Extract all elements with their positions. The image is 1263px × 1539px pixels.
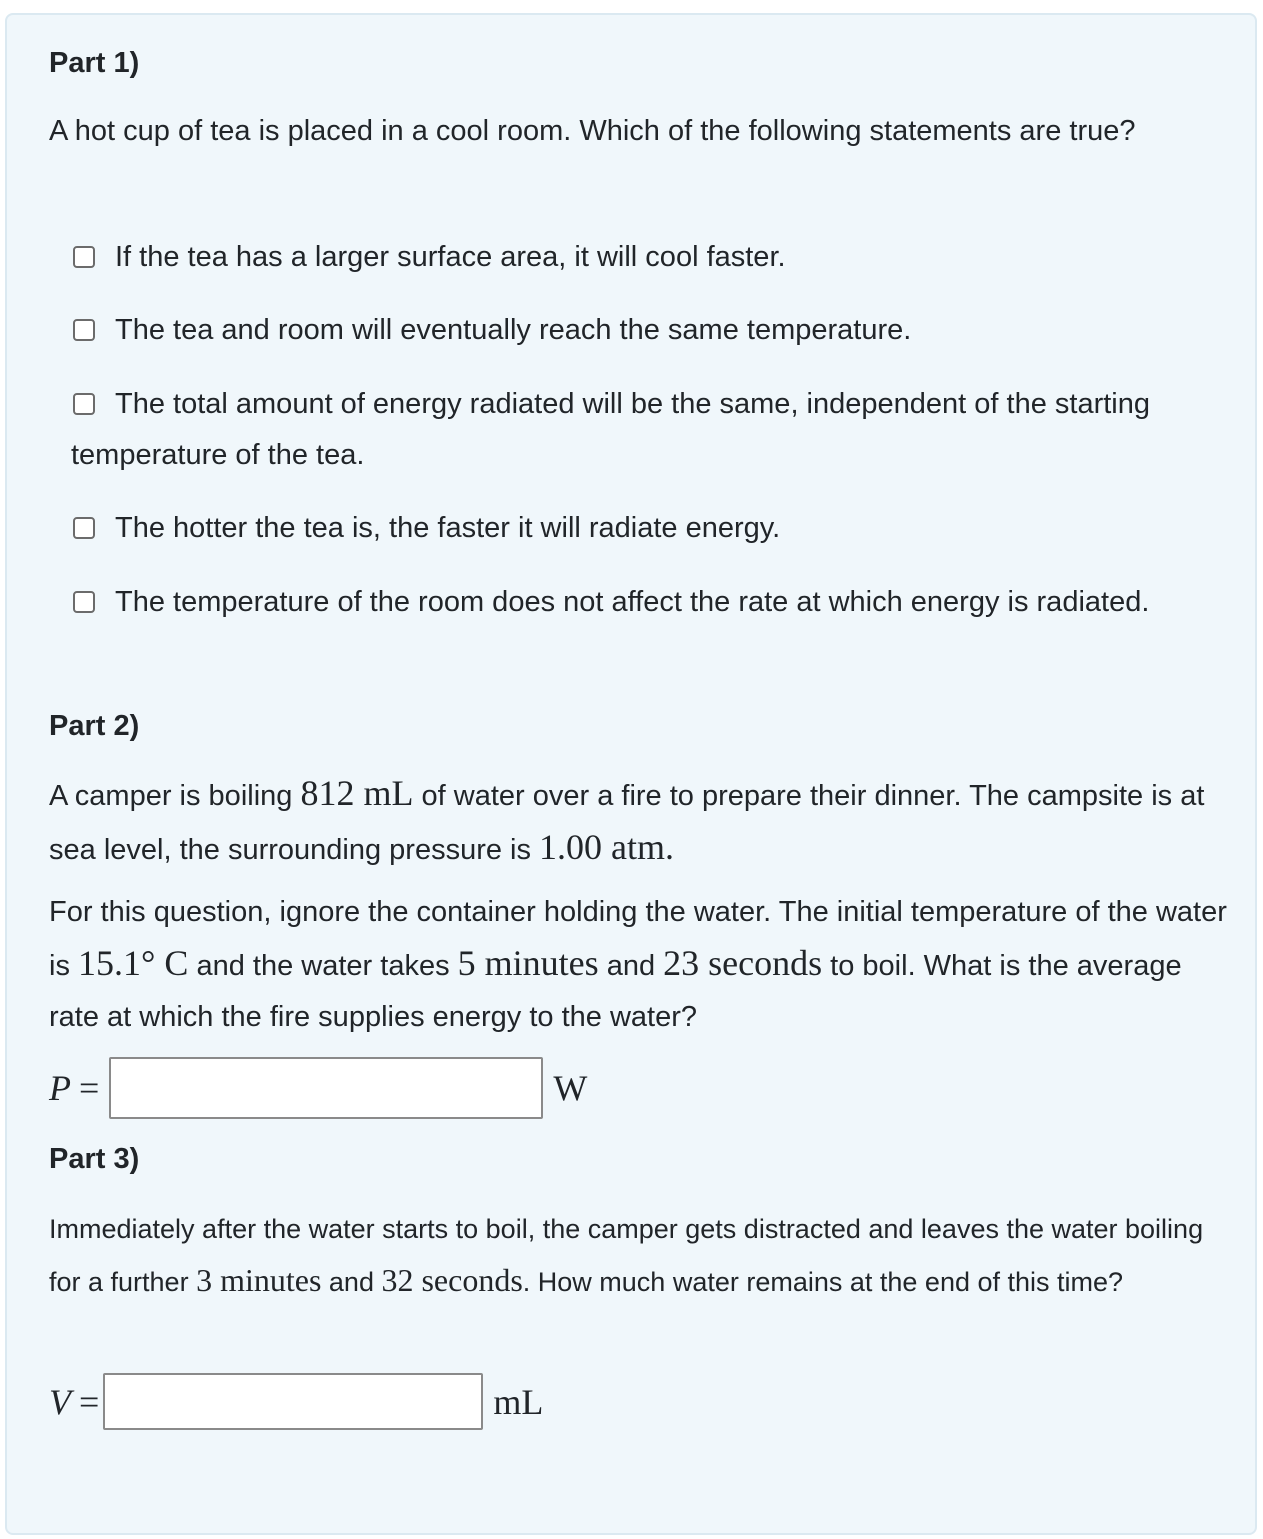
part2-paragraph-2 <box>49 887 1229 1043</box>
checkbox-option-2[interactable] <box>73 319 95 341</box>
option-2[interactable] <box>71 305 1191 356</box>
part2-title: Part 2) <box>49 710 140 742</box>
water-volume-value: 812 mL <box>300 773 414 813</box>
part3-text-c: . How much water remains at the end of this time? <box>522 1267 1124 1297</box>
part1-title: Part 1) <box>49 47 140 79</box>
checkbox-option-4[interactable] <box>73 517 95 539</box>
initial-temperature-value: 15.1° C <box>78 943 189 983</box>
further-seconds-value: 32 seconds <box>381 1262 523 1298</box>
option-4-label: The hotter the tea is, the faster it will radiate energy. <box>115 512 781 544</box>
volume-equals: = <box>79 1381 100 1422</box>
volume-answer-row <box>49 1373 543 1430</box>
option-3-label: The total amount of energy radiated will be the same, independent of the starting temperature of the tea. <box>71 388 1150 471</box>
part3-paragraph <box>49 1204 1229 1308</box>
part3-text-a: Immediately after the water starts to boil, the camper gets distracted and leaves the water boiling for a further <box>49 1214 1204 1297</box>
option-4[interactable] <box>71 503 1191 554</box>
further-minutes-value: 3 minutes <box>196 1262 322 1298</box>
part2-p2-text-a: For this question, ignore the container holding the water. The initial temperature of the water is <box>49 896 1227 982</box>
pressure-value: 1.00 atm <box>539 827 666 867</box>
part2-p2-text-b: and the water takes <box>188 950 458 982</box>
option-5-label: The temperature of the room does not affect the rate at which energy is radiated. <box>115 586 1150 618</box>
power-equals: = <box>79 1068 100 1108</box>
checkbox-option-1[interactable] <box>73 246 95 268</box>
part2-paragraph-1 <box>49 768 1229 876</box>
power-unit: W <box>553 1068 588 1108</box>
option-5[interactable] <box>71 577 1191 628</box>
part2-p1-text-a: A camper is boiling <box>49 780 301 812</box>
option-2-label: The tea and room will eventually reach the same temperature. <box>115 314 912 346</box>
option-1-label: If the tea has a larger surface area, it will cool faster. <box>115 241 786 273</box>
power-variable: P <box>49 1068 71 1108</box>
part2-p2-text-d: to boil. What is the average rate at which the fire supplies energy to the water? <box>49 950 1182 1033</box>
part3-title: Part 3) <box>49 1143 140 1175</box>
volume-variable: V <box>49 1381 71 1422</box>
boil-minutes-value: 5 minutes <box>457 943 599 983</box>
part1-question: A hot cup of tea is placed in a cool room. Which of the following statements are true? <box>49 115 1136 147</box>
checkbox-option-5[interactable] <box>73 591 95 613</box>
volume-input[interactable] <box>103 1373 483 1430</box>
part3-text-b: and <box>321 1267 382 1297</box>
part2-p1-period: . <box>665 827 675 867</box>
power-answer-row <box>49 1057 587 1119</box>
power-input[interactable] <box>109 1057 543 1119</box>
question-card <box>5 13 1257 1535</box>
boil-seconds-value: 23 seconds <box>663 943 823 983</box>
volume-unit: mL <box>493 1381 544 1422</box>
option-1[interactable] <box>71 232 1191 283</box>
part2-p1-text-b: of water over a fire to prepare their dinner. The campsite is at sea level, the surrounding pressure is <box>49 780 1205 866</box>
part2-p2-text-c: and <box>598 950 664 982</box>
checkbox-option-3[interactable] <box>73 393 95 415</box>
option-3[interactable] <box>71 379 1191 481</box>
